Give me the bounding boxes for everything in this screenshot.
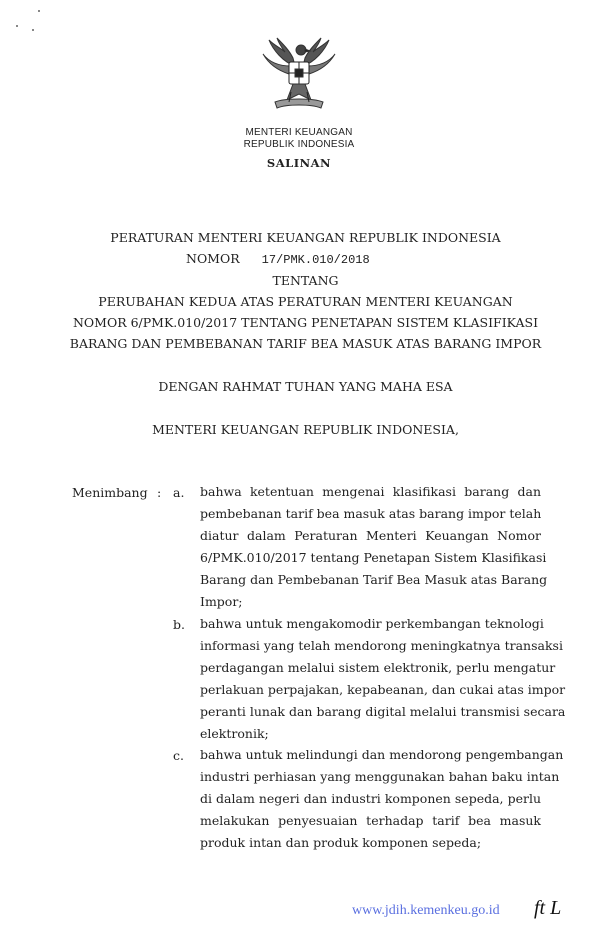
considering-item-c (200, 744, 564, 854)
considering-item-b (200, 613, 566, 745)
item-b-line: perlakuan perpajakan, kepabeanan, dan cukai atas impor (200, 682, 566, 697)
subject-line-2: NOMOR 6/PMK.010/2017 TENTANG PENETAPAN SISTEM KLASIFIKASI (72, 315, 539, 330)
item-b-line: bahwa untuk mengakomodir perkembangan teknologi (200, 616, 544, 631)
tentang-heading: TENTANG (272, 273, 339, 288)
nomor-label: NOMOR (186, 251, 240, 266)
subject-line-1: PERUBAHAN KEDUA ATAS PERATURAN MENTERI KEUANGAN (98, 294, 513, 309)
invocation: DENGAN RAHMAT TUHAN YANG MAHA ESA (158, 379, 453, 394)
item-c-line: melakukan penyesuaian terhadap tarif bea masuk (200, 813, 541, 828)
regulation-title: PERATURAN MENTERI KEUANGAN REPUBLIK INDONESIA (110, 230, 501, 245)
item-letter-a: a. (173, 485, 185, 500)
item-b-line: informasi yang telah mendorong meningkatnya transaksi (200, 638, 563, 653)
scan-speck (16, 25, 18, 27)
subject-line-3: BARANG DAN PEMBEBANAN TARIF BEA MASUK ATAS BARANG IMPOR (69, 336, 542, 351)
item-b-line: perdagangan melalui sistem elektronik, perlu mengatur (200, 660, 556, 675)
item-b-line: elektronik; (200, 726, 269, 741)
jdih-website-link[interactable]: www.jdih.kemenkeu.go.id (352, 903, 500, 918)
item-a-line: Impor; (200, 594, 243, 609)
authority-statement: MENTERI KEUANGAN REPUBLIK INDONESIA, (152, 422, 459, 437)
ministry-name-line2: REPUBLIK INDONESIA (243, 139, 355, 150)
menimbang-colon: : (157, 485, 162, 500)
item-c-line: bahwa untuk melindungi dan mendorong pengembangan (200, 747, 564, 762)
item-c-line: industri perhiasan yang menggunakan bahan baku intan (200, 769, 560, 784)
item-a-line: 6/PMK.010/2017 tentang Penetapan Sistem Klasifikasi (200, 550, 547, 565)
considering-item-a (200, 481, 548, 613)
item-c-line: di dalam negeri dan industri komponen sepeda, perlu (200, 791, 541, 806)
menimbang-label: Menimbang (72, 485, 148, 500)
item-letter-c: c. (173, 748, 184, 763)
regulation-number (186, 251, 370, 267)
item-a-line: bahwa ketentuan mengenai klasifikasi barang dan (200, 484, 541, 499)
item-letter-b: b. (173, 617, 185, 632)
salinan-stamp: SALINAN (266, 156, 332, 170)
item-b-line: peranti lunak dan barang digital melalui transmisi secara (200, 704, 566, 719)
item-a-line: pembebanan tarif bea masuk atas barang impor telah (200, 506, 542, 521)
ministry-name-line1: MENTERI KEUANGAN (245, 127, 353, 138)
handwritten-initials: ft L (534, 897, 562, 919)
item-c-line: produk intan dan produk komponen sepeda; (200, 835, 482, 850)
scan-speck (32, 29, 34, 31)
nomor-value: 17/PMK.010/2018 (261, 253, 370, 267)
garuda-emblem-icon (255, 36, 343, 120)
scan-speck (38, 10, 40, 12)
item-a-line: Barang dan Pembebanan Tarif Bea Masuk atas Barang (200, 572, 548, 587)
item-a-line: diatur dalam Peraturan Menteri Keuangan Nomor (200, 528, 541, 543)
